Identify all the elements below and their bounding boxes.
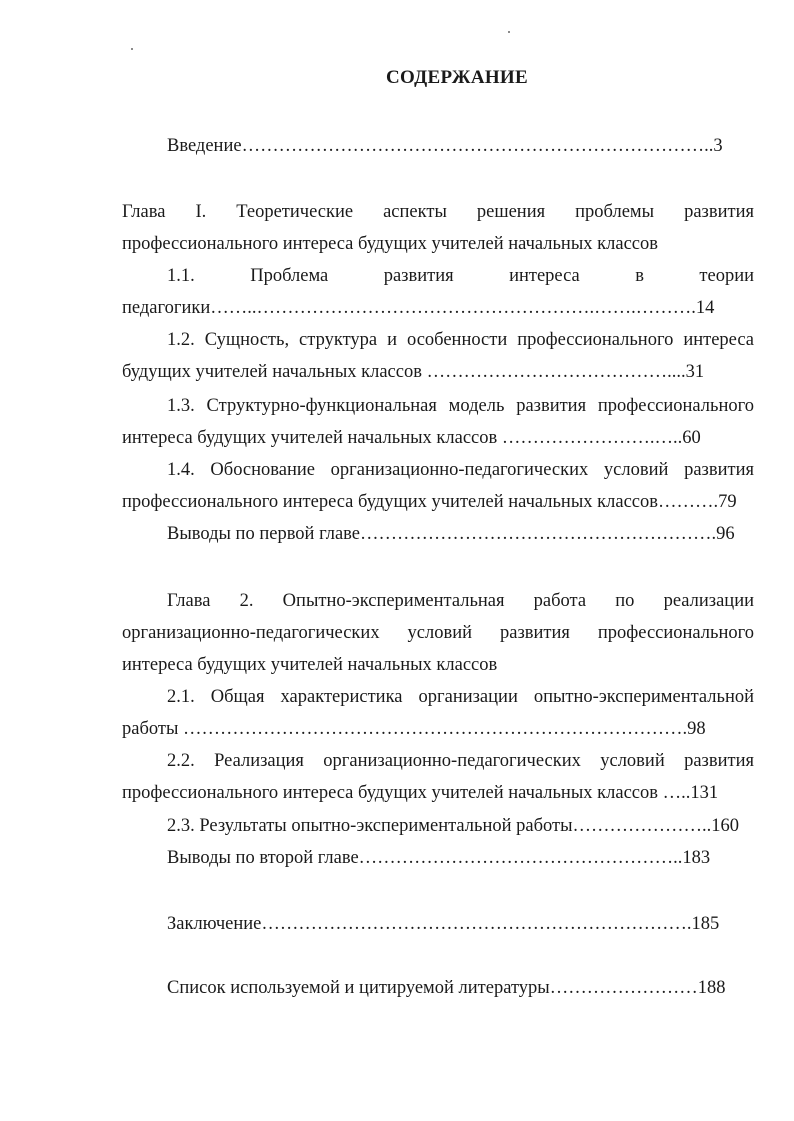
toc-section-1-1-line1: 1.1. Проблема развития интереса в теории [167, 266, 754, 286]
toc-section-1-2-line2: будущих учителей начальных классов …………………………………....31 [122, 362, 705, 382]
toc-section-1-2-line1: 1.2. Сущность, структура и особенности профессионального интереса [167, 330, 754, 350]
scan-speck [508, 31, 510, 33]
toc-section-2-2-line2: профессионального интереса будущих учителей начальных классов …..131 [122, 783, 719, 803]
toc-chapter1-line1: Глава I. Теоретические аспекты решения проблемы развития [122, 202, 754, 222]
toc-conclusions-chapter1: Выводы по первой главе………………………………………………….96 [167, 524, 735, 544]
toc-conclusion: Заключение…………………………………………………………….185 [167, 914, 720, 934]
toc-section-1-4-line1: 1.4. Обоснование организационно-педагогических условий развития [167, 460, 754, 480]
toc-section-2-3: 2.3. Результаты опытно-экспериментальной работы…………………..160 [167, 816, 740, 836]
toc-chapter2-line2: организационно-педагогических условий развития профессионального [122, 623, 754, 643]
page-title: СОДЕРЖАНИЕ [386, 67, 528, 88]
toc-section-1-3-line1: 1.3. Структурно-функциональная модель развития профессионального [167, 396, 754, 416]
toc-chapter2-line3: интереса будущих учителей начальных классов [122, 655, 498, 675]
toc-conclusions-chapter2: Выводы по второй главе……………………………………………..183 [167, 848, 711, 868]
scan-speck [131, 48, 133, 50]
toc-section-1-4-line2: профессионального интереса будущих учителей начальных классов……….79 [122, 492, 737, 512]
toc-section-1-3-line2: интереса будущих учителей начальных классов …………………….…..60 [122, 428, 701, 448]
toc-section-2-2-line1: 2.2. Реализация организационно-педагогических условий развития [167, 751, 754, 771]
toc-chapter1-line2: профессионального интереса будущих учителей начальных классов [122, 234, 658, 254]
toc-references: Список используемой и цитируемой литературы……………………188 [167, 978, 726, 998]
toc-section-2-1-line2: работы ……………………………………………………………………….98 [122, 719, 706, 739]
toc-chapter2-line1: Глава 2. Опытно-экспериментальная работа по реализации [167, 591, 754, 611]
toc-section-1-1-line2: педагогики……..……………………………………………….…….……….14 [122, 298, 715, 318]
toc-intro: Введение…………………………………………………………………..3 [167, 136, 723, 156]
toc-section-2-1-line1: 2.1. Общая характеристика организации опытно-экспериментальной [167, 687, 754, 707]
